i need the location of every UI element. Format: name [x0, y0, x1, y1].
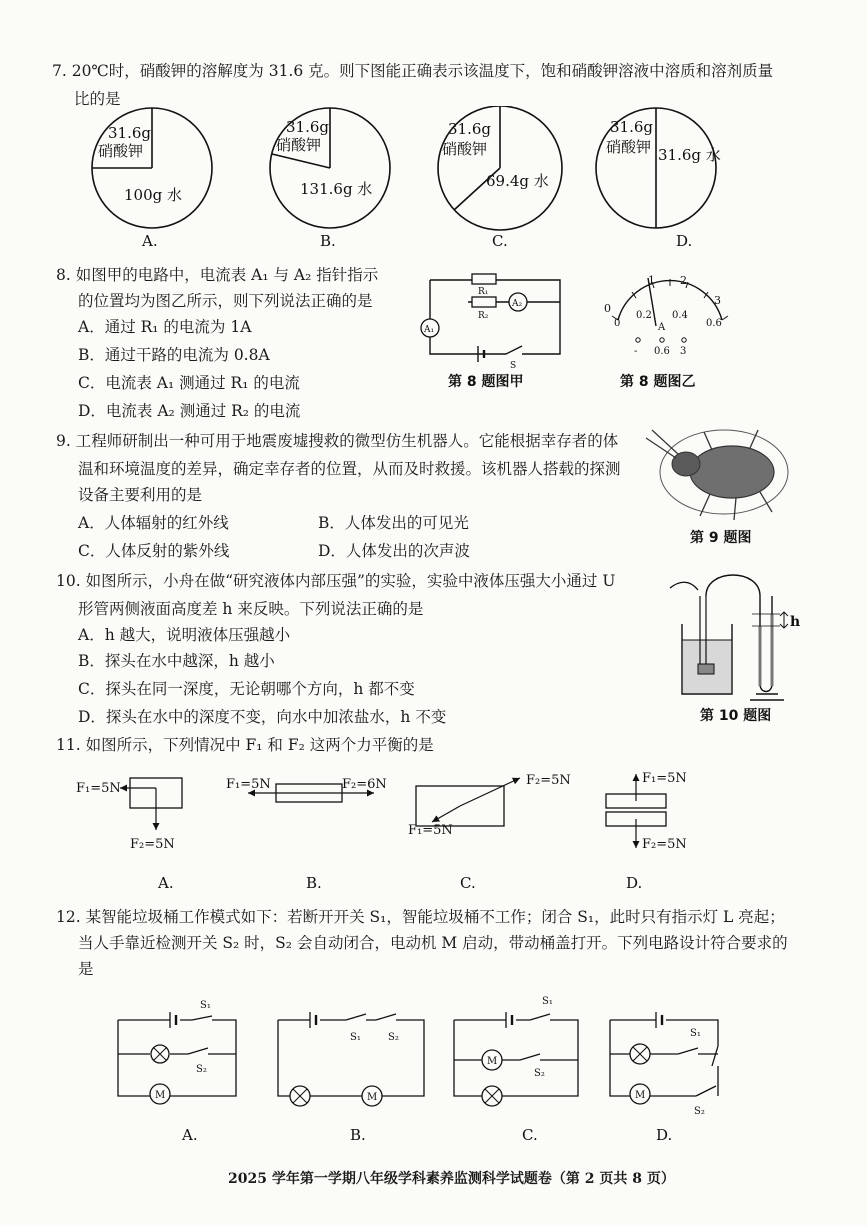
q8-fig-b-caption: 第 8 题图乙	[620, 374, 696, 390]
q8-r2-label: R₂	[478, 311, 489, 321]
q10-h-label: h	[790, 614, 801, 630]
q8-meter-top-1: 1	[648, 274, 655, 287]
q8-meter-unit: A	[658, 322, 666, 333]
q10-stem-line1: 10. 如图所示，小舟在做“研究液体内部压强”的实验，实验中液体压强大小通过 U	[56, 572, 616, 590]
q11-b-f1: F₁=5N	[226, 777, 271, 792]
q7-c-solvent: 69.4g 水	[486, 172, 549, 190]
q8-meter-top-0: 0	[604, 302, 611, 315]
q11-option-a-diagram	[76, 778, 182, 892]
q9-caption: 第 9 题图	[690, 530, 752, 546]
q11-option-d-diagram	[606, 771, 687, 892]
q9-option-d: D．人体发出的次声波	[318, 542, 470, 560]
q7-pie-charts	[80, 106, 820, 251]
q7-b-solute: 31.6g	[286, 118, 330, 136]
q10-caption: 第 10 题图	[700, 708, 772, 724]
q7-pie-d	[596, 108, 721, 250]
q8-terminal-3: 3	[680, 346, 687, 357]
q7-c-solute: 31.6g	[448, 120, 492, 138]
q8-stem-line1: 8. 如图甲的电路中，电流表 A₁ 与 A₂ 指针指示	[56, 266, 379, 284]
q11-option-c-diagram	[408, 773, 571, 892]
q11-d-f1: F₁=5N	[642, 771, 687, 786]
q10-option-d: D．探头在水中的深度不变，向水中加浓盐水，h 不变	[78, 708, 447, 726]
q8-meter-bottom-1: 0.2	[636, 310, 652, 321]
q9-robot-figure	[640, 420, 800, 550]
q12-c-s1: S₁	[542, 996, 553, 1007]
q12-option-a-circuit	[118, 1000, 236, 1144]
q7-b-solvent: 131.6g 水	[300, 180, 373, 198]
q11-option-b-diagram	[226, 777, 387, 892]
q11-c-f2: F₂=5N	[526, 773, 571, 788]
q7-a-solute-name: 硝酸钾	[98, 142, 144, 160]
q8-option-a: A．通过 R₁ 的电流为 1A	[78, 318, 252, 336]
q12-circuit-options	[100, 990, 740, 1150]
q11-c-label: C.	[460, 874, 476, 892]
q11-c-f1: F₁=5N	[408, 823, 453, 838]
q7-a-solute: 31.6g	[108, 124, 152, 142]
beetle-robot-icon	[646, 430, 788, 520]
q8-option-c: C．电流表 A₁ 测通过 R₁ 的电流	[78, 374, 300, 392]
q11-a-f2: F₂=5N	[130, 837, 175, 852]
q9-stem-line2: 温和环境温度的差异，确定幸存者的位置，从而及时救援。该机器人搭载的探测	[78, 460, 621, 478]
q11-b-label: B.	[306, 874, 322, 892]
q12-d-s1: S₁	[690, 1028, 701, 1039]
q11-force-diagrams	[70, 764, 810, 894]
q8-terminal-06: 0.6	[654, 346, 670, 357]
q9-option-b: B．人体发出的可见光	[318, 514, 469, 532]
q12-a-motor: M	[155, 1090, 166, 1101]
q12-stem-line1: 12. 某智能垃圾桶工作模式如下：若断开开关 S₁，智能垃圾桶不工作；闭合 S₁，此时只有指示灯 L 亮起；	[56, 908, 785, 926]
q12-a-s1: S₁	[200, 1000, 211, 1011]
q8-stem-line2: 的位置均为图乙所示，则下列说法正确的是	[78, 292, 373, 310]
q11-d-label: D.	[626, 874, 643, 892]
q10-option-b: B．探头在水中越深，h 越小	[78, 652, 275, 670]
q12-b-s2: S₂	[388, 1032, 399, 1043]
q9-option-a: A．人体辐射的红外线	[78, 514, 229, 532]
page-footer: 2025 学年第一学期八年级学科素养监测科学试题卷（第 2 页共 8 页）	[228, 1171, 675, 1187]
q8-a2-label: A₂	[512, 299, 523, 309]
q7-pie-a	[92, 108, 212, 250]
q10-stem-line2: 形管两侧液面高度差 h 来反映。下列说法正确的是	[78, 600, 424, 618]
q8-a1-label: A₁	[424, 325, 435, 335]
q7-d-solute: 31.6g	[610, 118, 654, 136]
q8-meter-top-3: 3	[714, 294, 721, 307]
q8-meter-bottom-3: 0.6	[706, 318, 722, 329]
q9-stem-line3: 设备主要利用的是	[78, 486, 203, 504]
q12-c-label: C.	[522, 1126, 538, 1144]
q7-stem-line1: 7. 20℃时，硝酸钾的溶解度为 31.6 克。则下图能正确表示该温度下，饱和硝酸钾溶液中溶质和溶剂质量	[52, 62, 774, 80]
q8-terminal-neg: -	[634, 346, 638, 357]
q12-stem-line3: 是	[78, 960, 94, 978]
q8-meter-bottom-0: 0	[614, 318, 621, 329]
q8-r1-label: R₁	[478, 287, 489, 297]
q10-pressure-figure	[660, 566, 810, 726]
q11-a-label: A.	[158, 874, 174, 892]
q8-option-b: B．通过干路的电流为 0.8A	[78, 346, 270, 364]
q12-b-motor: M	[367, 1092, 378, 1103]
q8-fig-a-caption: 第 8 题图甲	[448, 374, 524, 390]
q7-d-solute-name: 硝酸钾	[606, 138, 652, 156]
q8-option-d: D．电流表 A₂ 测通过 R₂ 的电流	[78, 402, 301, 420]
q12-b-label: B.	[350, 1126, 366, 1144]
q12-c-s2: S₂	[534, 1068, 545, 1079]
q12-c-motor: M	[487, 1056, 498, 1067]
q7-c-label: C.	[492, 232, 508, 250]
q12-d-s2: S₂	[694, 1106, 705, 1117]
q12-a-s2: S₂	[196, 1064, 207, 1075]
q7-stem-line2: 比的是	[74, 90, 121, 108]
q7-d-label: D.	[676, 232, 693, 250]
q8-s-label: S	[510, 361, 517, 371]
q12-d-motor: M	[635, 1090, 646, 1101]
q12-b-s1: S₁	[350, 1032, 361, 1043]
q10-option-c: C．探头在同一深度，无论朝哪个方向，h 都不变	[78, 680, 415, 698]
q10-option-a: A．h 越大，说明液体压强越小	[78, 626, 291, 644]
q12-a-label: A.	[182, 1126, 198, 1144]
q9-stem-line1: 9. 工程师研制出一种可用于地震废墟搜救的微型仿生机器人。它能根据幸存者的体	[56, 432, 619, 450]
q7-pie-b	[270, 108, 390, 250]
q7-b-solute-name: 硝酸钾	[276, 136, 322, 154]
q12-option-c-circuit	[454, 996, 578, 1144]
q7-b-label: B.	[320, 232, 336, 250]
q9-option-c: C．人体反射的紫外线	[78, 542, 230, 560]
q12-option-d-circuit	[610, 1012, 718, 1144]
q12-stem-line2: 当人手靠近检测开关 S₂ 时，S₂ 会自动闭合，电动机 M 启动，带动桶盖打开。下列电路设计符合要求的	[78, 934, 788, 952]
q8-meter-bottom-2: 0.4	[672, 310, 688, 321]
q7-pie-c	[438, 106, 562, 250]
q8-ammeter-diagram	[596, 268, 746, 392]
q7-a-solvent: 100g 水	[124, 186, 183, 204]
q11-b-f2: F₂=6N	[342, 777, 387, 792]
q11-stem-line1: 11. 如图所示，下列情况中 F₁ 和 F₂ 这两个力平衡的是	[56, 736, 434, 754]
q7-d-solvent: 31.6g 水	[658, 146, 721, 164]
q8-meter-top-2: 2	[680, 274, 687, 287]
q12-option-b-circuit	[278, 1012, 424, 1144]
q12-d-label: D.	[656, 1126, 673, 1144]
q7-c-solute-name: 硝酸钾	[442, 140, 488, 158]
q7-a-label: A.	[142, 232, 158, 250]
q11-d-f2: F₂=5N	[642, 837, 687, 852]
q8-circuit-diagram	[410, 262, 570, 392]
q11-a-f1: F₁=5N	[76, 781, 121, 796]
